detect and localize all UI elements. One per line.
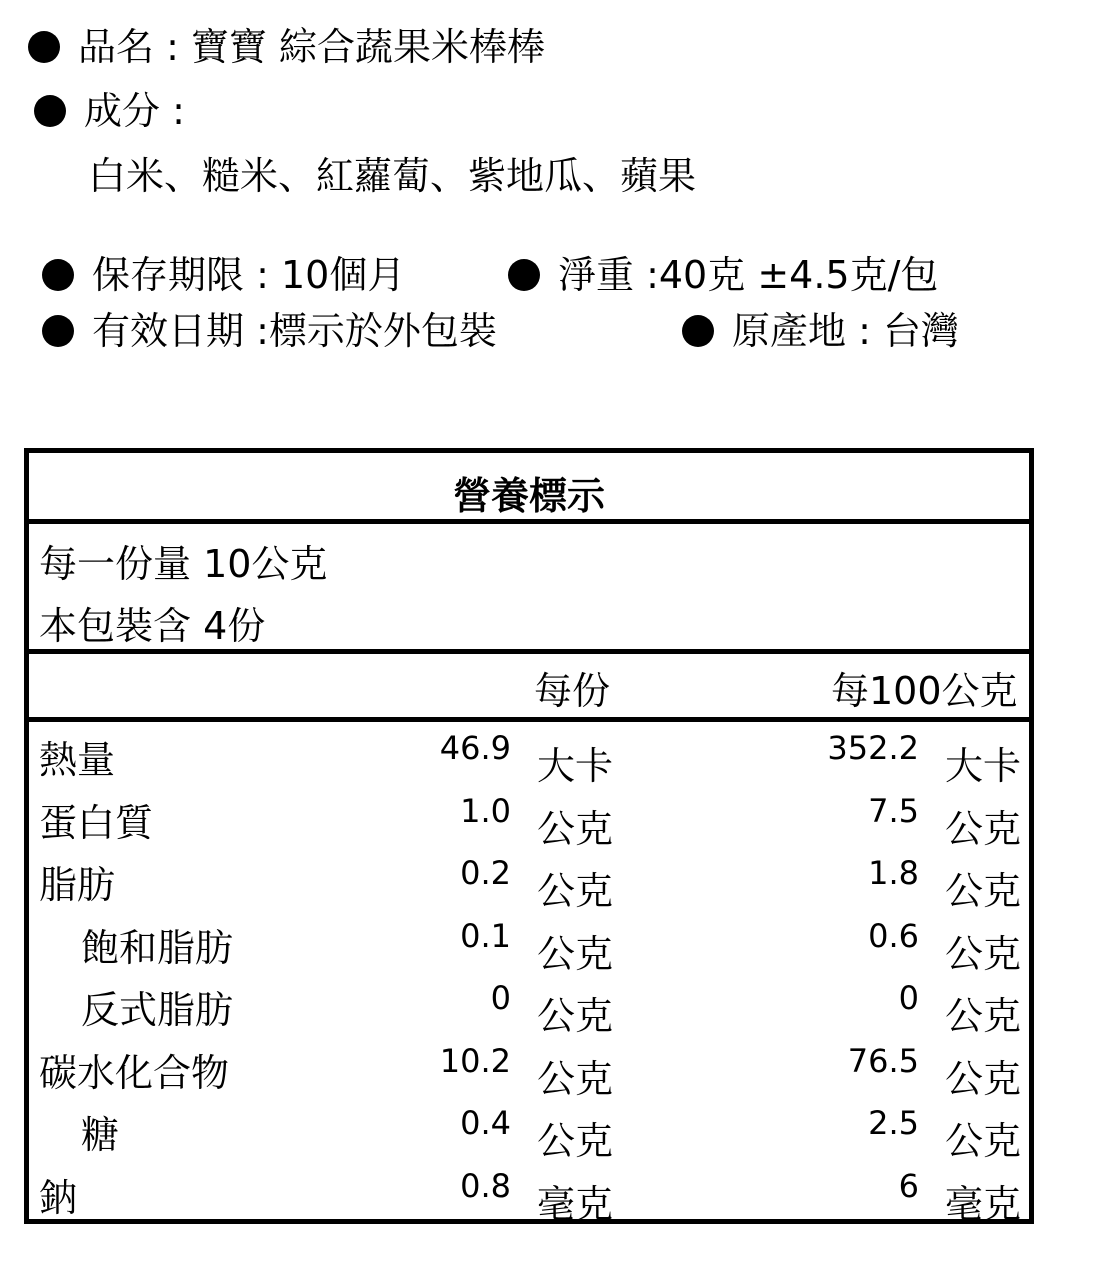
divider xyxy=(29,649,1029,654)
bullet-icon xyxy=(682,315,714,347)
nutrient-label: 碳水化合物 xyxy=(39,1050,230,1095)
expiry-date-text: 有效日期 :標示於外包裝 xyxy=(92,309,497,353)
product-name-text: 品名 : 寶寶 綜合蔬果米棒棒 xyxy=(78,25,546,69)
per-100g-unit: 毫克 xyxy=(945,1181,1022,1226)
per-100g-value: 6 xyxy=(898,1166,919,1205)
servings-per-package: 本包裝含 4份 xyxy=(39,604,266,648)
divider xyxy=(29,717,1029,722)
per-100g-unit: 大卡 xyxy=(945,744,1022,788)
shelf-life-text: 保存期限 : 10個月 xyxy=(92,253,406,297)
nutrition-panel xyxy=(24,448,1034,1224)
nutrient-label: 飽和脂肪 xyxy=(81,925,234,970)
table-row xyxy=(29,917,1029,979)
table-row xyxy=(29,1167,1029,1229)
product-name xyxy=(28,25,546,69)
bullet-icon xyxy=(42,315,74,347)
per-100g-unit: 公克 xyxy=(945,931,1022,976)
per-serving-unit: 公克 xyxy=(537,1056,614,1101)
table-row xyxy=(29,1104,1029,1166)
per-100g-value: 7.5 xyxy=(868,791,919,830)
per-serving-unit: 公克 xyxy=(537,1119,614,1163)
table-row xyxy=(29,979,1029,1041)
net-weight xyxy=(508,253,939,297)
net-weight-text: 淨重 :40克 ±4.5克/包 xyxy=(558,253,939,297)
per-serving-unit: 大卡 xyxy=(537,744,614,788)
column-header-per-100g: 每100公克 xyxy=(831,669,1018,713)
per-serving-unit: 公克 xyxy=(537,931,614,976)
per-100g-value: 0 xyxy=(898,979,919,1017)
ingredients-list: 白米、糙米、紅蘿蔔、紫地瓜、蘋果 xyxy=(88,154,697,198)
per-100g-value: 352.2 xyxy=(827,729,919,767)
per-serving-value: 0.8 xyxy=(460,1166,511,1205)
per-serving-unit: 公克 xyxy=(537,806,614,851)
per-100g-value: 0.6 xyxy=(868,916,919,955)
nutrient-label: 反式脂肪 xyxy=(81,988,234,1032)
serving-size: 每一份量 10公克 xyxy=(39,542,328,586)
per-100g-unit: 公克 xyxy=(945,1119,1022,1163)
nutrient-label: 糖 xyxy=(81,1113,120,1157)
per-serving-value: 0.4 xyxy=(460,1104,511,1142)
per-serving-value: 0 xyxy=(490,979,511,1017)
nutrient-label: 鈉 xyxy=(39,1175,78,1220)
nutrition-title: 營養標示 xyxy=(452,474,605,518)
per-100g-value: 1.8 xyxy=(868,854,919,892)
bullet-icon xyxy=(42,259,74,291)
nutrient-label: 脂肪 xyxy=(39,863,116,907)
bullet-icon xyxy=(28,31,60,63)
nutrient-label: 蛋白質 xyxy=(39,800,154,845)
per-100g-unit: 公克 xyxy=(945,994,1022,1038)
shelf-life xyxy=(42,253,406,297)
column-header-per-serving: 每份 xyxy=(534,669,611,713)
per-100g-unit: 公克 xyxy=(945,869,1022,913)
per-serving-value: 0.2 xyxy=(460,854,511,892)
per-100g-unit: 公克 xyxy=(945,806,1022,851)
divider xyxy=(29,519,1029,524)
per-serving-value: 0.1 xyxy=(460,916,511,955)
per-serving-unit: 公克 xyxy=(537,994,614,1038)
per-serving-value: 46.9 xyxy=(439,729,511,767)
per-100g-value: 76.5 xyxy=(847,1041,919,1080)
table-row xyxy=(29,729,1029,791)
nutrient-label: 熱量 xyxy=(39,738,116,782)
expiry-date xyxy=(42,309,497,353)
table-row xyxy=(29,854,1029,916)
per-serving-unit: 公克 xyxy=(537,869,614,913)
per-100g-unit: 公克 xyxy=(945,1056,1022,1101)
per-100g-value: 2.5 xyxy=(868,1104,919,1142)
origin-text: 原產地 : 台灣 xyxy=(732,309,959,353)
per-serving-value: 10.2 xyxy=(439,1041,511,1080)
ingredients-heading xyxy=(34,89,185,133)
bullet-icon xyxy=(34,95,66,127)
ingredients-heading-text: 成分 : xyxy=(84,89,185,133)
origin xyxy=(682,309,959,353)
bullet-icon xyxy=(508,259,540,291)
per-serving-unit: 毫克 xyxy=(537,1181,614,1226)
per-serving-value: 1.0 xyxy=(460,791,511,830)
table-row xyxy=(29,1042,1029,1104)
table-row xyxy=(29,792,1029,854)
